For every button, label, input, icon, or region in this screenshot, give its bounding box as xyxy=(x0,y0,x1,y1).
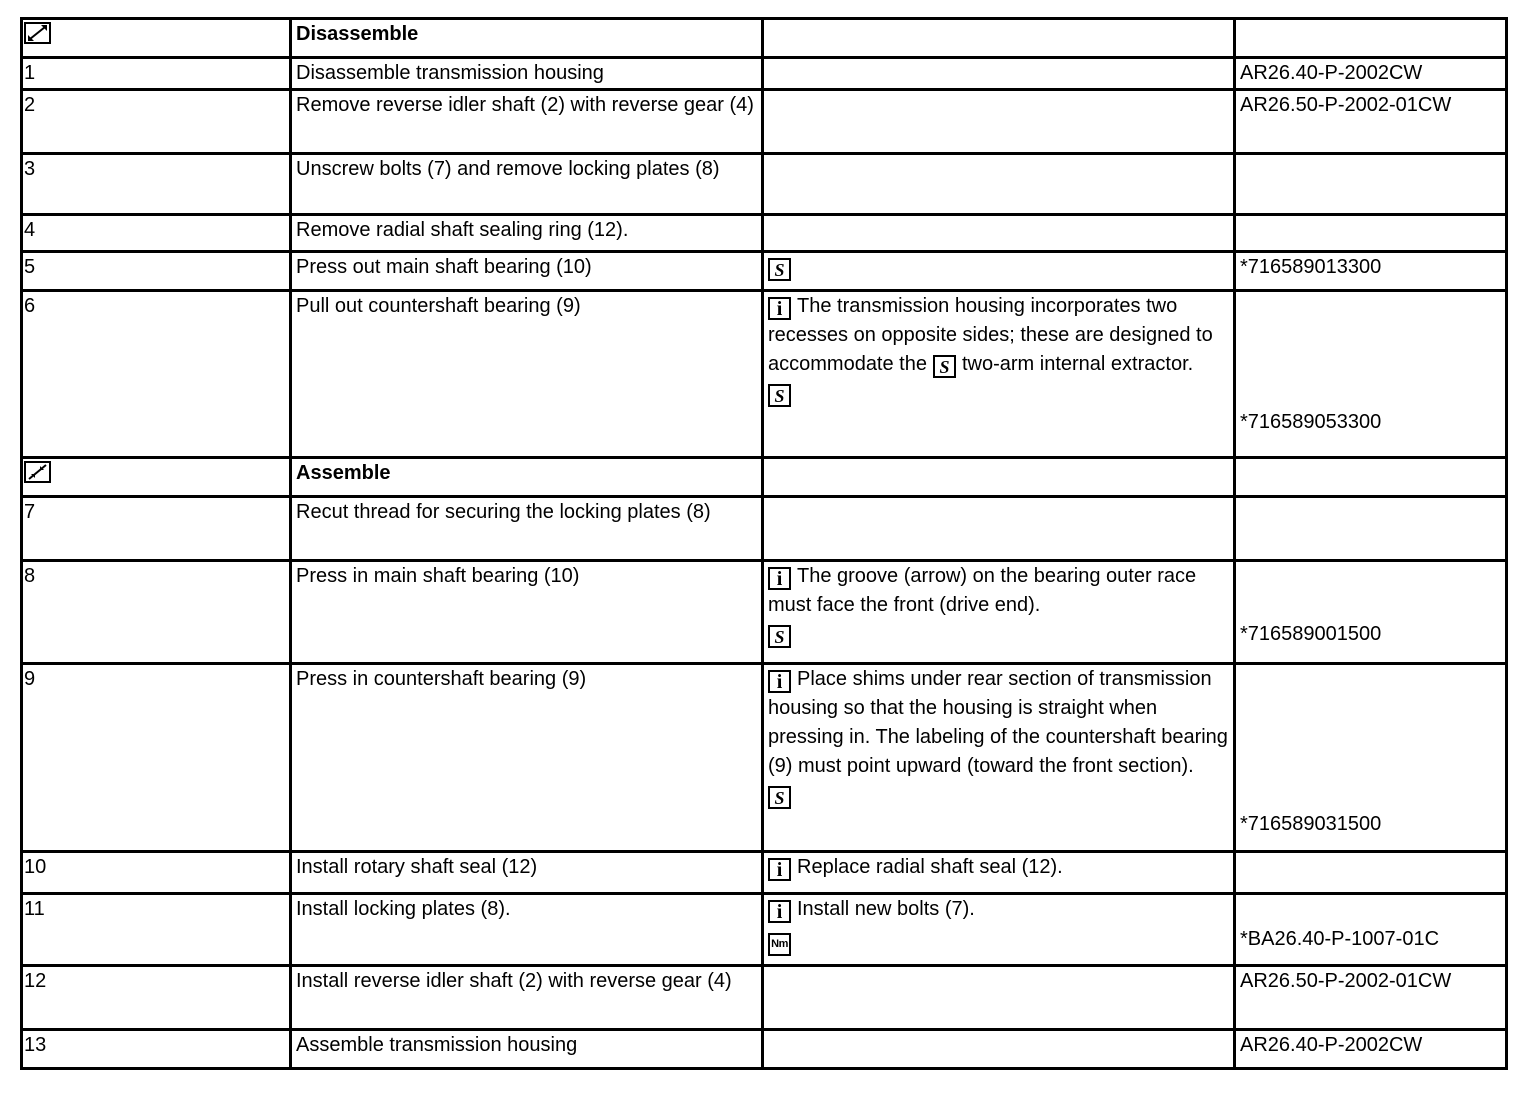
step-text: Press in countershaft bearing (9) xyxy=(291,664,763,852)
section-title: Disassemble xyxy=(291,19,763,58)
section-icon-cell xyxy=(22,458,291,497)
expand-arrows-icon xyxy=(24,22,51,44)
table-row xyxy=(22,966,1507,1030)
table-row xyxy=(22,215,1507,252)
note-text: Place shims under rear section of transmission housing so that the housing is straight when pressing in. The labeling of the countershaft bearing (9) must point upward (toward the front section). xyxy=(768,668,1228,777)
step-note xyxy=(763,252,1235,291)
table-row xyxy=(22,894,1507,966)
step-reference xyxy=(1235,894,1507,966)
step-number: 2 xyxy=(22,90,291,154)
special-tool-icon[interactable]: S xyxy=(768,258,791,281)
step-number: 8 xyxy=(22,561,291,664)
tool-number: *BA26.40-P-1007-01C xyxy=(1240,928,1440,950)
step-number: 10 xyxy=(22,852,291,894)
step-note xyxy=(763,1030,1235,1069)
procedure-table xyxy=(20,17,1508,1070)
step-number: 13 xyxy=(22,1030,291,1069)
step-reference xyxy=(1235,154,1507,215)
step-number: 5 xyxy=(22,252,291,291)
table-row xyxy=(22,1030,1507,1069)
step-number: 1 xyxy=(22,58,291,90)
section-header-assemble xyxy=(22,458,1507,497)
info-icon: i xyxy=(768,900,791,923)
step-reference xyxy=(1235,215,1507,252)
step-reference xyxy=(1235,497,1507,561)
step-number: 7 xyxy=(22,497,291,561)
step-reference xyxy=(1235,561,1507,664)
step-text: Install reverse idler shaft (2) with reverse gear (4) xyxy=(291,966,763,1030)
special-tool-icon[interactable]: S xyxy=(768,384,791,407)
table-row xyxy=(22,291,1507,458)
step-note xyxy=(763,291,1235,458)
step-text: Disassemble transmission housing xyxy=(291,58,763,90)
step-note xyxy=(763,664,1235,852)
step-note xyxy=(763,154,1235,215)
step-number: 11 xyxy=(22,894,291,966)
step-number: 4 xyxy=(22,215,291,252)
special-tool-icon[interactable]: S xyxy=(768,786,791,809)
special-tool-icon[interactable]: S xyxy=(768,625,791,648)
step-number: 12 xyxy=(22,966,291,1030)
step-reference: AR26.40-P-2002CW xyxy=(1235,58,1507,90)
step-reference: AR26.50-P-2002-01CW xyxy=(1235,966,1507,1030)
step-text: Unscrew bolts (7) and remove locking plates (8) xyxy=(291,154,763,215)
step-note xyxy=(763,497,1235,561)
note-text: Replace radial shaft seal (12). xyxy=(797,856,1063,878)
info-icon: i xyxy=(768,297,791,320)
step-text: Remove radial shaft sealing ring (12). xyxy=(291,215,763,252)
collapse-arrows-icon xyxy=(24,461,51,483)
step-note xyxy=(763,215,1235,252)
step-text: Pull out countershaft bearing (9) xyxy=(291,291,763,458)
step-reference: AR26.40-P-2002CW xyxy=(1235,1030,1507,1069)
info-icon: i xyxy=(768,858,791,881)
table-row xyxy=(22,497,1507,561)
table-row xyxy=(22,252,1507,291)
step-note xyxy=(763,894,1235,966)
step-text: Install locking plates (8). xyxy=(291,894,763,966)
step-reference: AR26.50-P-2002-01CW xyxy=(1235,90,1507,154)
note-text: two-arm internal extractor. xyxy=(961,353,1194,375)
section-icon-cell xyxy=(22,19,291,58)
step-reference xyxy=(1235,291,1507,458)
table-row xyxy=(22,90,1507,154)
step-text: Assemble transmission housing xyxy=(291,1030,763,1069)
step-note xyxy=(763,966,1235,1030)
step-number: 6 xyxy=(22,291,291,458)
special-tool-icon[interactable]: S xyxy=(933,355,956,378)
step-note xyxy=(763,852,1235,894)
step-text: Press out main shaft bearing (10) xyxy=(291,252,763,291)
info-icon: i xyxy=(768,670,791,693)
table-row xyxy=(22,58,1507,90)
step-text: Remove reverse idler shaft (2) with reverse gear (4) xyxy=(291,90,763,154)
step-note xyxy=(763,561,1235,664)
table-row xyxy=(22,664,1507,852)
section-header-disassemble xyxy=(22,19,1507,58)
note-text: The groove (arrow) on the bearing outer race must face the front (drive end). xyxy=(768,565,1197,616)
table-row xyxy=(22,154,1507,215)
step-number: 3 xyxy=(22,154,291,215)
section-title: Assemble xyxy=(291,458,763,497)
tool-number: *716589001500 xyxy=(1240,623,1382,645)
step-reference xyxy=(1235,852,1507,894)
table-row xyxy=(22,561,1507,664)
step-text: Press in main shaft bearing (10) xyxy=(291,561,763,664)
step-reference xyxy=(1235,664,1507,852)
tool-number: *716589053300 xyxy=(1240,411,1382,433)
info-icon: i xyxy=(768,567,791,590)
step-number: 9 xyxy=(22,664,291,852)
tool-number: *716589031500 xyxy=(1240,813,1382,835)
note-text: Install new bolts (7). xyxy=(797,898,975,920)
step-note xyxy=(763,90,1235,154)
step-text: Install rotary shaft seal (12) xyxy=(291,852,763,894)
step-note xyxy=(763,58,1235,90)
note-text: The transmission housing incorporates two recesses on opposite sides; these are designed to accommodate the xyxy=(768,295,1213,375)
step-reference: *716589013300 xyxy=(1235,252,1507,291)
table-row xyxy=(22,852,1507,894)
step-text: Recut thread for securing the locking plates (8) xyxy=(291,497,763,561)
torque-nm-icon[interactable]: Nm xyxy=(768,933,791,956)
